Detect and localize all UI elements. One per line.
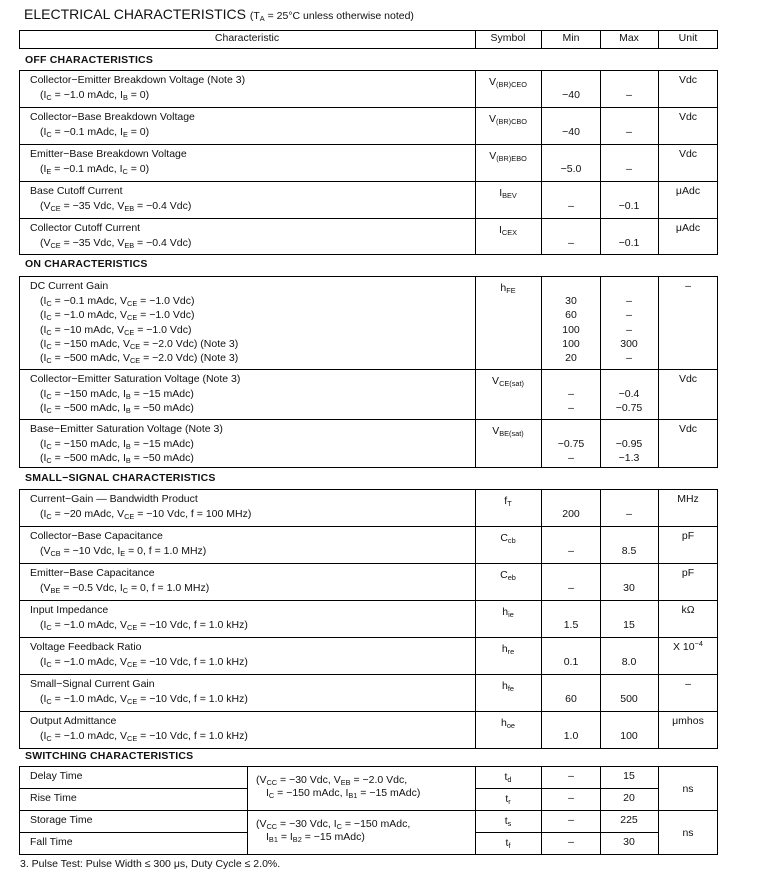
min-value: 20 xyxy=(565,352,577,365)
unit-cell: – xyxy=(685,678,691,690)
min-value: −5.0 xyxy=(560,163,582,175)
switching-condition: ($V_{CC} = -30$ Vdc, $V_{EB} = -2.0$ Vdc, xyxy=(256,774,408,787)
test-condition: ($I_C = -500$ mAdc, $V_{CE} = -2.0$ Vdc) (Note 3) xyxy=(40,352,239,366)
test-condition: ($I_C = -10$ mAdc, $V_{CE} = -1.0$ Vdc) xyxy=(40,323,192,337)
row-rule xyxy=(19,674,718,675)
symbol-cell: $V_{(BR)CBO}$ xyxy=(488,113,528,126)
symbol-cell: $h_{fe}$ xyxy=(502,680,514,693)
unit-cell: kΩ xyxy=(681,604,695,616)
characteristic-name: Current−Gain — Bandwidth Product xyxy=(30,493,198,505)
max-value: 225 xyxy=(620,814,638,826)
max-value: – xyxy=(626,352,632,365)
unit-cell: Vdc xyxy=(678,373,698,385)
min-value: 60 xyxy=(565,693,577,705)
row-rule xyxy=(19,854,718,855)
test-condition: ($V_{CE} = -35$ Vdc, $V_{EB} = -0.4$ Vdc) xyxy=(40,200,192,213)
switching-condition: $I_C = -150$ mAdc, $I_{B1} = -15$ mAdc) xyxy=(266,787,421,800)
header-max: Max xyxy=(619,32,639,44)
min-value: 1.5 xyxy=(563,619,579,631)
characteristic-name: Delay Time xyxy=(30,770,83,782)
max-value: 500 xyxy=(620,693,638,705)
characteristic-name: Output Admittance xyxy=(30,715,117,727)
characteristic-name: Emitter−Base Capacitance xyxy=(30,567,155,579)
test-condition: ($I_E = -0.1$ mAdc, $I_C = 0$) xyxy=(40,163,150,176)
test-condition: ($I_C = -150$ mAdc, $I_B = -15$ mAdc) xyxy=(40,438,194,451)
header-bottom-rule xyxy=(19,48,718,49)
min-value: 30 xyxy=(565,295,577,307)
test-condition: ($I_C = -150$ mAdc, $V_{CE} = -2.0$ Vdc) (Note 3) xyxy=(40,337,239,351)
characteristic-name: Collector Cutoff Current xyxy=(30,222,141,234)
column-rule xyxy=(19,276,20,468)
symbol-cell: $t_d$ xyxy=(504,771,512,784)
unit-cell: ns xyxy=(682,827,694,839)
unit-cell: μAdc xyxy=(675,185,701,197)
symbol-cell: $t_s$ xyxy=(504,815,512,828)
unit-cell: pF xyxy=(681,567,695,579)
test-condition: ($V_{BE} = -0.5$ Vdc, $I_C = 0$, f = 1.0 MHz) xyxy=(40,582,210,595)
section-title: OFF CHARACTERISTICS xyxy=(25,54,154,66)
header-top-rule xyxy=(19,30,718,31)
test-condition: ($V_{CB} = -10$ Vdc, $I_E = 0$, f = 1.0 MHz) xyxy=(40,545,207,558)
section-title: ON CHARACTERISTICS xyxy=(25,258,148,270)
test-condition: ($I_C = -500$ mAdc, $I_B = -50$ mAdc) xyxy=(40,452,194,466)
test-condition: ($I_C = -1.0$ mAdc, $V_{CE} = -10$ Vdc, f = 1.0 kHz) xyxy=(40,693,248,706)
symbol-cell: $V_{(BR)EBO}$ xyxy=(489,150,527,163)
min-value: – xyxy=(568,402,574,415)
switching-condition: $I_{B1} = I_{B2} = -15$ mAdc) xyxy=(266,831,365,844)
max-value: −1.3 xyxy=(618,452,640,465)
max-value: – xyxy=(626,508,632,520)
row-rule xyxy=(19,218,718,219)
max-value: −0.1 xyxy=(618,237,640,249)
test-condition: ($I_C = -1.0$ mAdc, $I_B = 0$) xyxy=(40,89,150,102)
characteristic-name: Base−Emitter Saturation Voltage (Note 3) xyxy=(30,423,223,435)
test-condition: ($V_{CE} = -35$ Vdc, $V_{EB} = -0.4$ Vdc) xyxy=(40,237,192,250)
test-condition: ($I_C = -1.0$ mAdc, $V_{CE} = -10$ Vdc, f = 1.0 kHz) xyxy=(40,656,248,669)
unit-cell: μAdc xyxy=(675,222,701,234)
min-value: 200 xyxy=(562,508,580,520)
max-value: – xyxy=(626,89,632,101)
column-rule xyxy=(19,70,20,255)
min-value: – xyxy=(568,814,574,826)
header-symbol: Symbol xyxy=(490,32,526,44)
max-value: – xyxy=(626,163,632,175)
symbol-cell: $I_{CEX}$ xyxy=(498,224,518,237)
column-rule xyxy=(475,276,476,468)
header-unit: Unit xyxy=(678,32,698,44)
unit-cell: ns xyxy=(682,783,694,795)
test-condition: ($I_C = -0.1$ mAdc, $I_E = 0$) xyxy=(40,126,150,139)
min-value: – xyxy=(568,545,574,557)
min-value: – xyxy=(568,237,574,249)
min-value: – xyxy=(568,200,574,212)
characteristic-name: Base Cutoff Current xyxy=(30,185,123,197)
row-rule xyxy=(19,788,247,789)
max-value: −0.4 xyxy=(618,388,640,400)
max-value: – xyxy=(626,309,632,322)
max-value: 15 xyxy=(623,619,635,631)
column-rule xyxy=(19,30,20,49)
row-rule xyxy=(19,467,718,468)
unit-cell: pF xyxy=(681,530,695,542)
characteristic-name: Collector−Emitter Saturation Voltage (Note 3) xyxy=(30,373,241,385)
characteristic-name: Storage Time xyxy=(30,814,93,826)
test-condition: ($I_C = -20$ mAdc, $V_{CE} = -10$ Vdc, f = 100 MHz) xyxy=(40,508,252,521)
characteristic-name: Collector−Base Breakdown Voltage xyxy=(30,111,195,123)
max-value: −0.1 xyxy=(618,200,640,212)
symbol-cell: $t_r$ xyxy=(505,793,511,806)
column-rule xyxy=(717,489,718,749)
min-value: 0.1 xyxy=(563,656,579,668)
max-value: 300 xyxy=(620,337,638,350)
min-value: −0.75 xyxy=(557,438,585,450)
max-value: – xyxy=(626,295,632,307)
symbol-cell: $h_{FE}$ xyxy=(500,282,516,295)
max-value: 30 xyxy=(623,836,635,848)
test-condition: ($I_C = -1.0$ mAdc, $V_{CE} = -10$ Vdc, f = 1.0 kHz) xyxy=(40,730,248,743)
max-value: 100 xyxy=(620,730,638,742)
row-rule xyxy=(19,600,718,601)
header-min: Min xyxy=(562,32,580,44)
row-rule xyxy=(19,526,718,527)
row-rule xyxy=(19,254,718,255)
test-condition: ($I_C = -500$ mAdc, $I_B = -50$ mAdc) xyxy=(40,402,194,416)
symbol-cell: $h_{oe}$ xyxy=(500,717,515,730)
row-rule xyxy=(19,637,718,638)
symbol-cell: $f_T$ xyxy=(504,495,512,508)
column-rule xyxy=(475,489,476,749)
section-title: SMALL−SIGNAL CHARACTERISTICS xyxy=(25,472,216,484)
characteristic-name: Small−Signal Current Gain xyxy=(30,678,155,690)
row-rule xyxy=(19,748,718,749)
section-top-rule xyxy=(19,766,718,767)
header-characteristic: Characteristic xyxy=(214,32,280,44)
characteristic-name: Fall Time xyxy=(30,836,73,848)
max-value: −0.75 xyxy=(615,402,643,415)
unit-cell: Vdc xyxy=(678,148,698,160)
unit-cell: – xyxy=(685,280,691,292)
max-value: 20 xyxy=(623,792,635,804)
unit-cell: Vdc xyxy=(678,423,698,435)
unit-cell: μmhos xyxy=(672,715,704,727)
min-value: – xyxy=(568,792,574,804)
min-value: – xyxy=(568,770,574,782)
symbol-cell: $t_f$ xyxy=(505,837,511,850)
characteristic-name: Collector−Emitter Breakdown Voltage (Note 3) xyxy=(30,74,246,86)
min-value: – xyxy=(568,582,574,594)
symbol-cell: $h_{re}$ xyxy=(501,643,515,656)
section-top-rule xyxy=(19,70,718,71)
column-rule xyxy=(19,489,20,749)
section-top-rule xyxy=(19,489,718,490)
row-rule xyxy=(19,832,247,833)
symbol-cell: $C_{eb}$ xyxy=(500,569,516,582)
min-value: 60 xyxy=(565,309,577,322)
symbol-cell: $V_{(BR)CEO}$ xyxy=(488,76,528,89)
row-rule xyxy=(19,181,718,182)
symbol-cell: $h_{ie}$ xyxy=(502,606,514,619)
symbol-cell: $V_{CE(sat)}$ xyxy=(492,375,524,388)
min-value: – xyxy=(568,836,574,848)
column-rule xyxy=(717,276,718,468)
characteristic-name: DC Current Gain xyxy=(30,280,109,292)
max-value: 8.0 xyxy=(621,656,637,668)
min-value: 100 xyxy=(562,323,580,336)
max-value: −0.95 xyxy=(615,438,643,450)
title-condition: ($T_A = 25^\circ C$ unless otherwise noted) xyxy=(249,10,414,23)
characteristic-name: Voltage Feedback Ratio xyxy=(30,641,142,653)
max-value: – xyxy=(626,126,632,138)
switching-condition: ($V_{CC} = -30$ Vdc, $I_C = -150$ mAdc, xyxy=(256,818,411,831)
min-value: 100 xyxy=(562,337,580,350)
footnote: 3. Pulse Test: Pulse Width ≤ 300 μs, Duty Cycle ≤ 2.0%. xyxy=(20,858,281,870)
characteristic-name: Collector−Base Capacitance xyxy=(30,530,163,542)
min-value: 1.0 xyxy=(563,730,579,742)
row-rule xyxy=(19,810,718,811)
characteristic-name: Input Impedance xyxy=(30,604,109,616)
row-rule xyxy=(19,711,718,712)
max-value: 30 xyxy=(623,582,635,594)
min-value: – xyxy=(568,388,574,400)
unit-cell: MHz xyxy=(677,493,699,505)
row-rule xyxy=(19,144,718,145)
unit-cell: Vdc xyxy=(678,74,698,86)
characteristic-name: Emitter−Base Breakdown Voltage xyxy=(30,148,187,160)
max-value: 8.5 xyxy=(621,545,637,557)
section-top-rule xyxy=(19,276,718,277)
min-value: −40 xyxy=(562,89,580,101)
test-condition: ($I_C = -150$ mAdc, $I_B = -15$ mAdc) xyxy=(40,388,194,401)
max-value: 15 xyxy=(623,770,635,782)
row-rule xyxy=(19,563,718,564)
title-main: ELECTRICAL CHARACTERISTICS xyxy=(24,6,246,22)
characteristic-name: Rise Time xyxy=(30,792,77,804)
min-value: – xyxy=(568,452,574,465)
unit-cell: Vdc xyxy=(678,111,698,123)
section-title: SWITCHING CHARACTERISTICS xyxy=(25,750,194,762)
test-condition: ($I_C = -1.0$ mAdc, $V_{CE} = -1.0$ Vdc) xyxy=(40,309,195,323)
unit-cell: X $10^{-4}$ xyxy=(673,639,703,653)
test-condition: ($I_C = -1.0$ mAdc, $V_{CE} = -10$ Vdc, f = 1.0 kHz) xyxy=(40,619,248,632)
min-value: −40 xyxy=(562,126,580,138)
row-rule xyxy=(19,107,718,108)
max-value: – xyxy=(626,323,632,336)
symbol-cell: $V_{BE(sat)}$ xyxy=(492,425,524,438)
row-rule xyxy=(19,419,718,420)
symbol-cell: $I_{BEV}$ xyxy=(499,187,517,200)
row-rule xyxy=(19,369,718,370)
symbol-cell: $C_{cb}$ xyxy=(500,532,516,545)
test-condition: ($I_C = -0.1$ mAdc, $V_{CE} = -1.0$ Vdc) xyxy=(40,295,195,308)
